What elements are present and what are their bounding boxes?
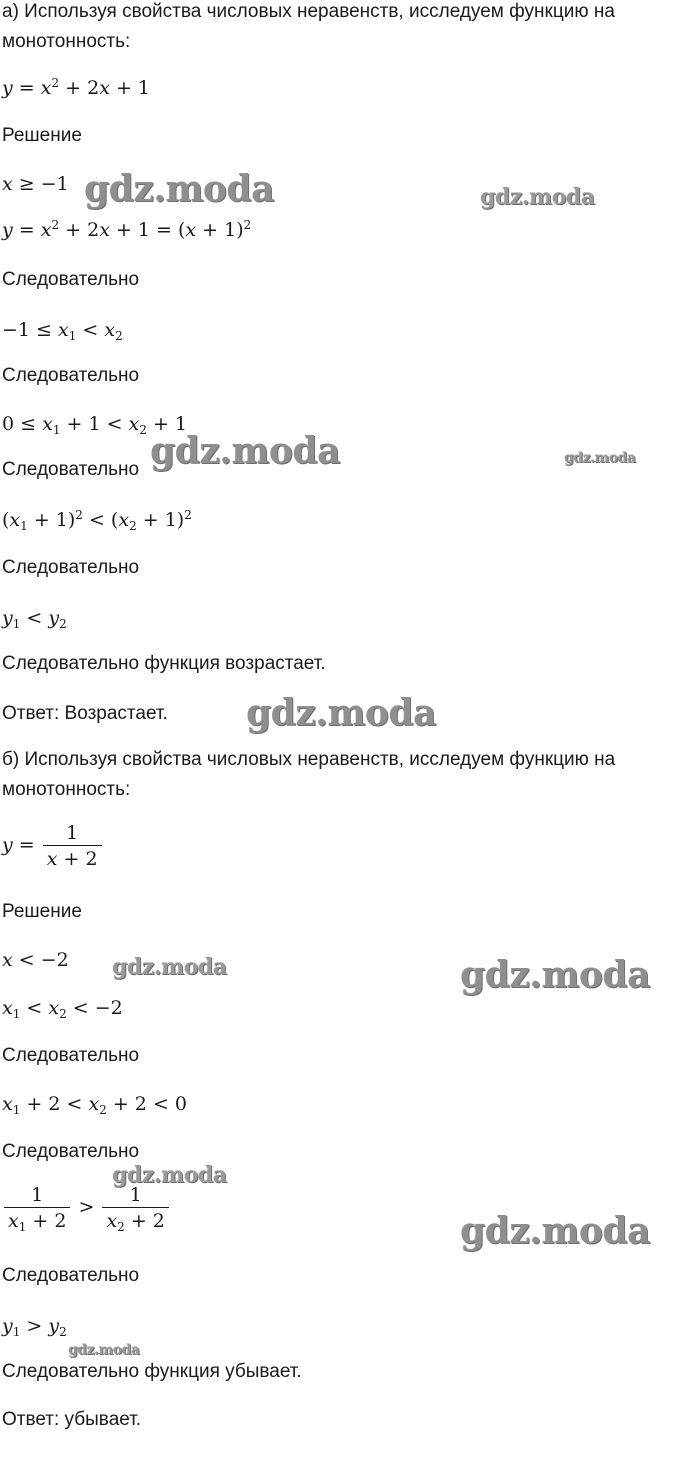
- part-b-step-3: $\frac{1}{x_1 + 2}$ > $\frac{1}{x_2 + 2}$: [2, 1184, 171, 1232]
- part-b-solution-label: Решение: [2, 901, 82, 922]
- part-a-answer: Ответ: Возрастает.: [2, 703, 168, 724]
- watermark: gdz.moda: [564, 450, 636, 466]
- part-a-domain-condition: x ≥ −1: [2, 173, 69, 195]
- watermark: gdz.moda: [480, 184, 595, 210]
- part-b-conclusion: Следовательно функция убывает.: [2, 1361, 302, 1382]
- part-a-step-2: $0 \le x_1 + 1 < x_2 + 1$: [2, 413, 187, 437]
- watermark: gdz.moda: [68, 1342, 140, 1358]
- watermark: gdz.moda: [246, 692, 436, 734]
- part-b-therefore-2: Следовательно: [2, 1141, 140, 1162]
- part-b-function-formula: y = $\frac{1}{x + 2}$: [2, 822, 104, 870]
- part-a-step-1: $-1 \le x_1 < x_2$: [2, 319, 123, 343]
- part-a-therefore-4: Следовательно: [2, 557, 140, 578]
- part-a-conclusion: Следовательно функция возрастает.: [2, 653, 326, 674]
- part-b-domain-condition: x < −2: [2, 949, 69, 971]
- fraction: $\frac{1}{x_2 + 2}$: [102, 1184, 168, 1232]
- part-a-step-4: $y_1 < y_2$: [2, 607, 67, 631]
- part-a-intro-line1: а) Используя свойства числовых неравенств, исследуем функцию на: [2, 1, 615, 22]
- part-b-step-1: $x_1 < x_2 < -2$: [2, 997, 123, 1021]
- part-a-therefore-2: Следовательно: [2, 365, 140, 386]
- part-a-therefore-3: Следовательно: [2, 459, 140, 480]
- part-b-step-2: $x_1 + 2 < x_2 + 2 < 0$: [2, 1093, 187, 1117]
- part-a-intro-line2: монотонность:: [2, 31, 131, 52]
- part-b-therefore-1: Следовательно: [2, 1045, 140, 1066]
- watermark: gdz.moda: [112, 1162, 227, 1188]
- part-b-therefore-3: Следовательно: [2, 1265, 140, 1286]
- part-b-intro-line2: монотонность:: [2, 779, 131, 800]
- part-a-step-3: $(x_1 + 1)^2 < (x_2 + 1)^2$: [2, 508, 192, 533]
- part-b-intro-line1: б) Используя свойства числовых неравенств, исследуем функцию на: [2, 749, 616, 770]
- part-a-solution-label: Решение: [2, 125, 82, 146]
- fraction: $\frac{1}{x_1 + 2}$: [4, 1184, 70, 1232]
- watermark: gdz.moda: [150, 430, 340, 472]
- watermark: gdz.moda: [84, 168, 274, 210]
- watermark: gdz.moda: [460, 954, 650, 996]
- part-a-therefore-1: Следовательно: [2, 269, 140, 290]
- watermark: gdz.moda: [112, 954, 227, 980]
- part-b-step-4: $y_1 > y_2$: [2, 1315, 67, 1339]
- part-a-function-rewrite: $y = x^2 + 2x + 1 = (x + 1)^2$: [2, 218, 252, 241]
- part-a-function-formula: $y = x^2 + 2x + 1$: [2, 76, 150, 99]
- part-b-answer: Ответ: убывает.: [2, 1409, 142, 1430]
- fraction: $\frac{1}{x + 2}$: [43, 822, 102, 870]
- watermark: gdz.moda: [460, 1210, 650, 1252]
